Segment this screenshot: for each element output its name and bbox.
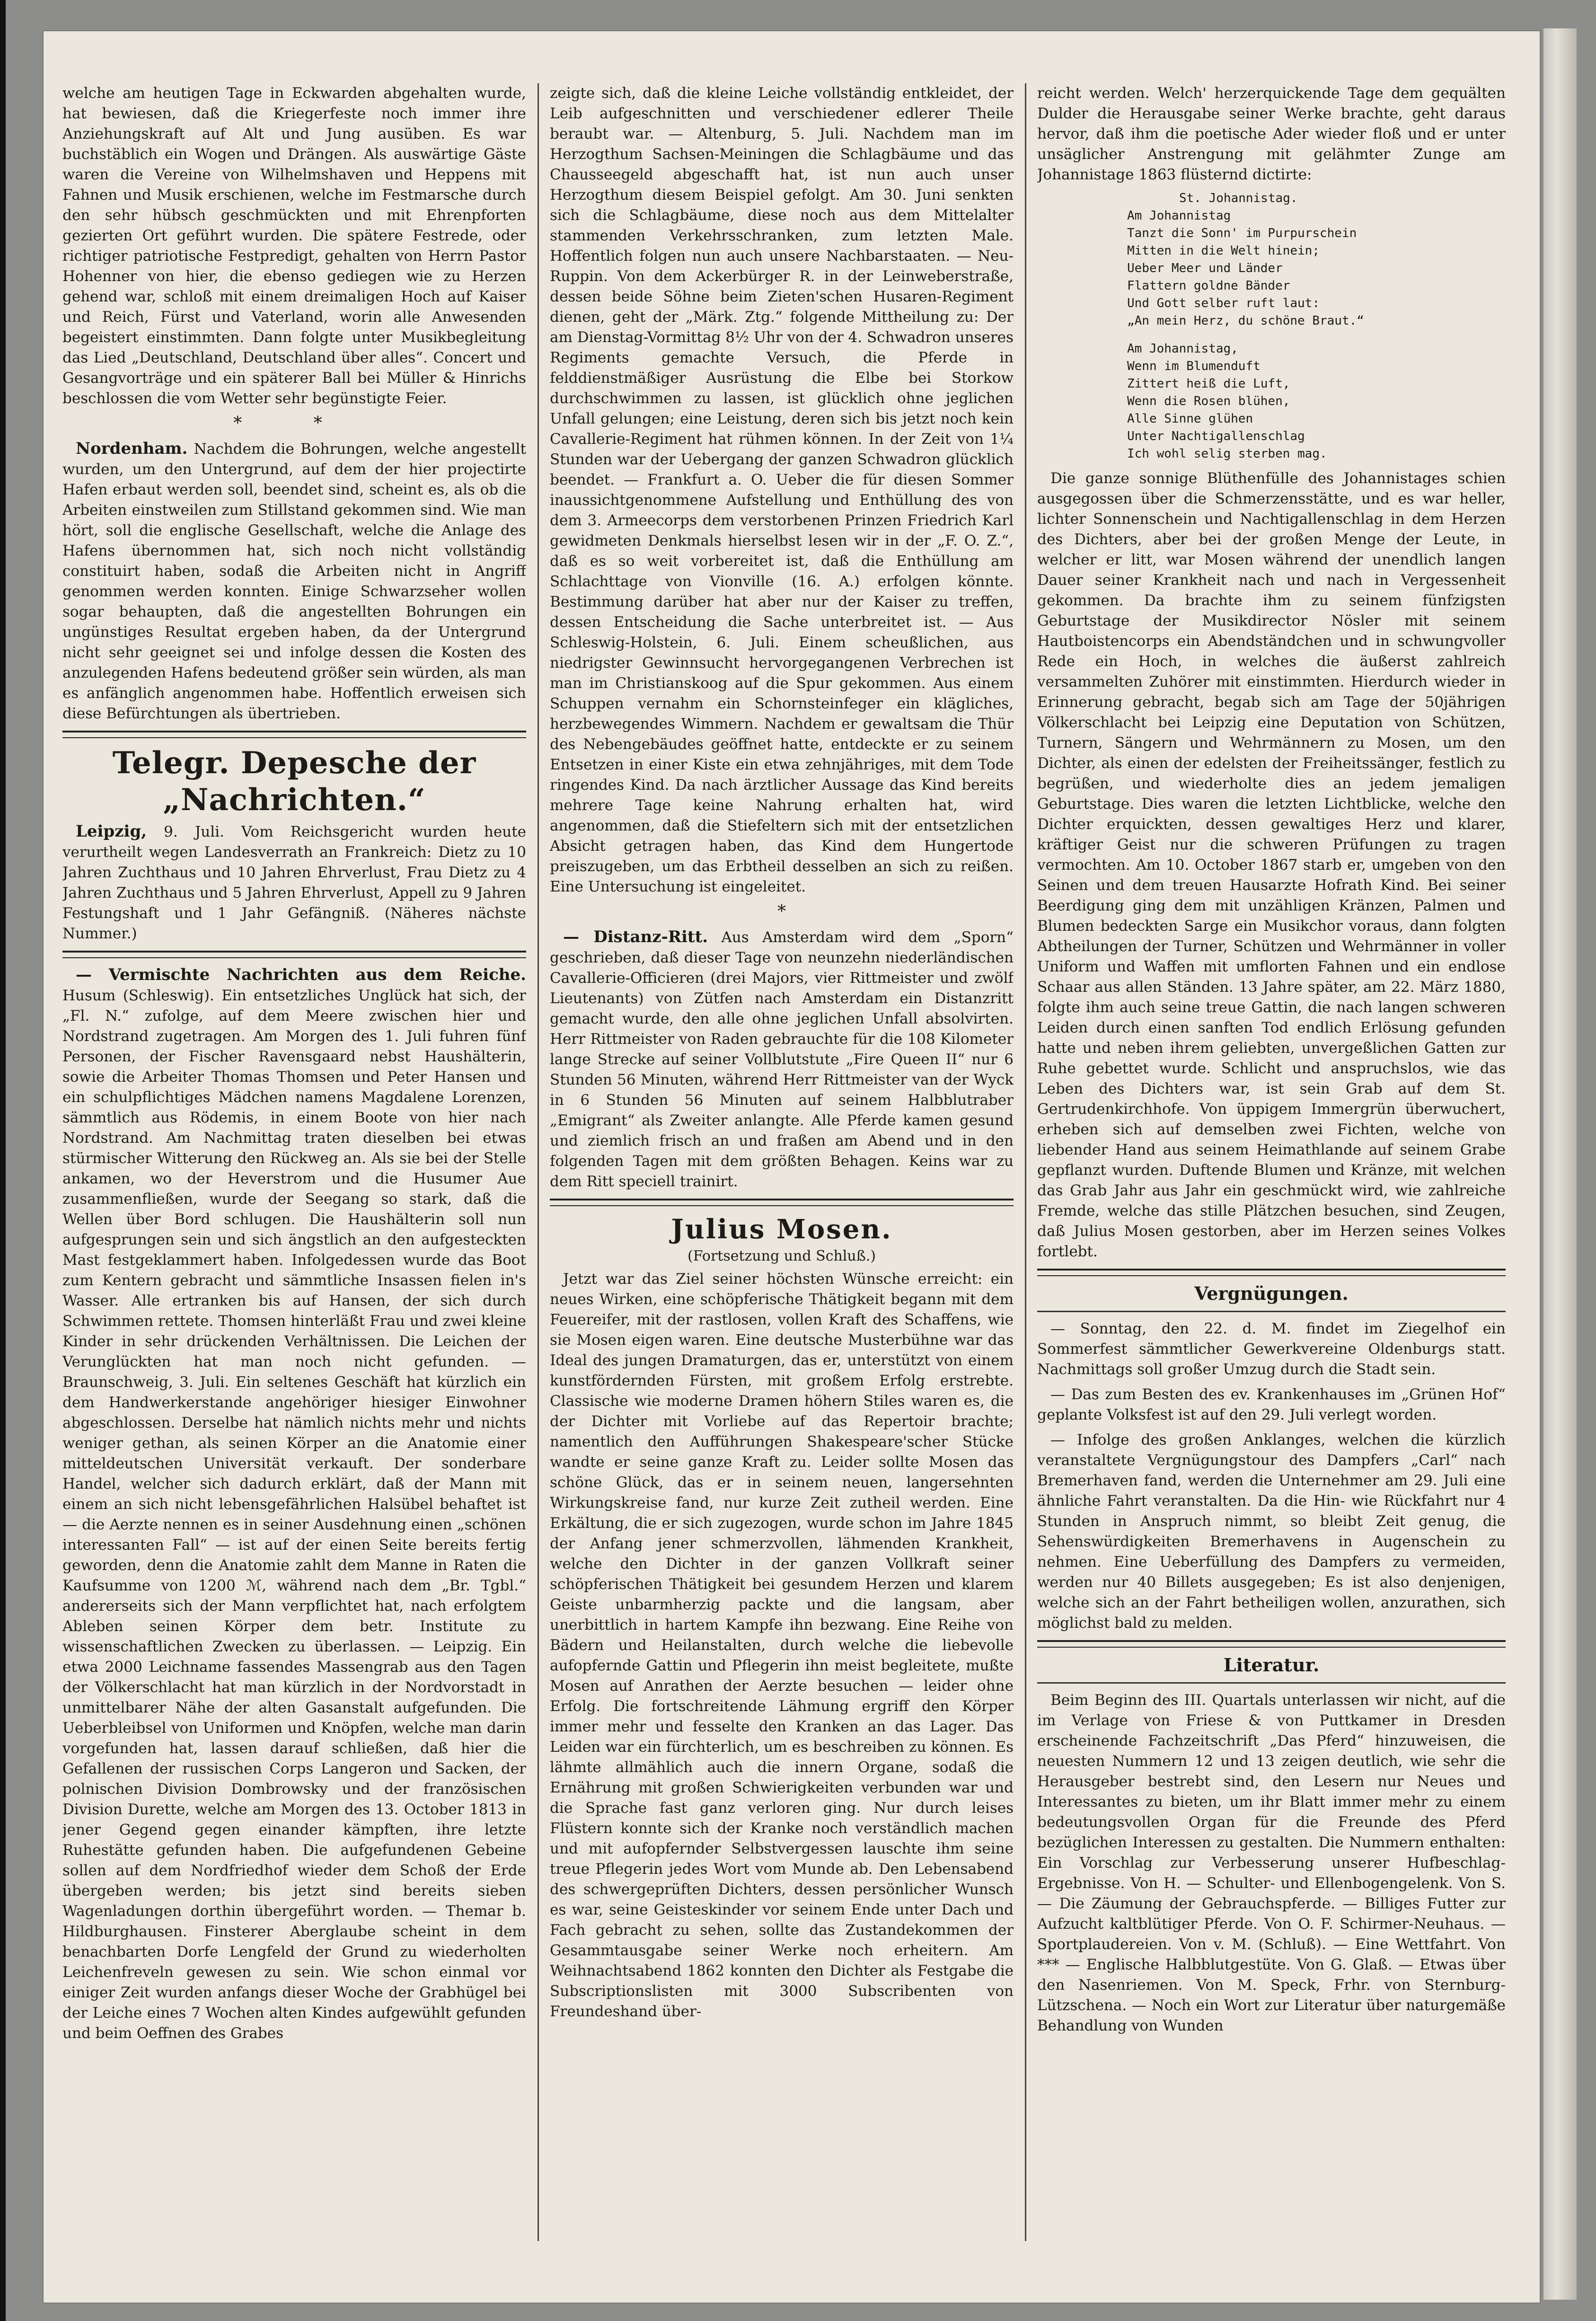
section-rule	[550, 1199, 1014, 1206]
literatur-heading: Literatur.	[1223, 1654, 1320, 1676]
telegram-heading: Telegr. Depesche der „Nachrichten.“	[112, 745, 476, 818]
column-rule-left	[538, 83, 539, 2241]
poem-line: Mitten in die Welt hinein;	[1127, 244, 1320, 258]
vergnuegungen-item: — Infolge des großen Anklanges, welchen die kürzlich veranstaltete Vergnügungstour des Dampfers „Carl“ nach Bremerhaven fand, werden die Unternehmer am 29. Juli eine ähnliche Fahrt veranstalten. Da die Hin- wie Rückfahrt nur 4 Stunden in Anspruch nimmt, so bleibt Zeit genug, die Sehenswürdigkeiten Bremerhavens in Augenschein zu nehmen. Eine Ueberfüllung des Dampfers zu vermeiden, werden nur 40 Billets ausgegeben; Es ist also denjenigen, welche sich an der Fahrt betheiligen wollen, anzurathen, sich möglichst bald zu melden.	[1037, 1431, 1506, 1632]
section-rule	[62, 951, 526, 958]
article-distanz-ritt	[550, 927, 1014, 1192]
poem-line: Ich wohl selig sterben mag.	[1127, 447, 1327, 461]
article-nordenham	[62, 439, 526, 724]
poem-line: „An mein Herz, du schöne Braut.“	[1127, 314, 1364, 328]
section-rule	[62, 731, 526, 738]
poem-line: Zittert heiß die Luft,	[1127, 377, 1290, 391]
article-continued: zeigte sich, daß die kleine Leiche vollständig entkleidet, der Leib aufgeschnitten und verschiedener edlerer Theile beraubt war. — Altenburg, 5. Juli. Nachdem man im Herzogthum Sachsen-Meiningen die Schlagbäume und das Chausseegeld abgeschafft hat, ist nun auch unser Herzogthum diesem Beispiel gefolgt. Am 30. Juni senkten sich die Schlagbäume, diese noch aus dem Mittelalter stammenden Verkehrsschranken, zum letzten Male. Hoffentlich folgen nun auch unsere Nachbarstaaten. — Neu-Ruppin. Von dem Ackerbürger R. in der Leinweberstraße, dessen beide Söhne beim Zieten'schen Husaren-Regiment dienen, geht der „Märk. Ztg.“ folgende Mittheilung zu: Der am Dienstag-Vormittag 8½ Uhr von der 4. Schwadron unseres Regiments gemachte Versuch, die Pferde in felddienstmäßiger Ausrüstung die Elbe bei Storkow durchschwimmen zu lassen, ist glücklich ohne jeglichen Unfall gelungen; eine Leistung, deren sich bis jetzt noch kein Cavallerie-Regiment hat rühmen können. In der Zeit von 1¼ Stunden war der Uebergang der ganzen Schwadron glücklich beendet. — Frankfurt a. O. Ueber die für diesen Sommer inaussichtgenommene Aufstellung und Enthüllung des von dem 3. Armeecorps dem verstorbenen Prinzen Friedrich Karl gewidmeten Denkmals hierselbst lesen wir in der „F. O. Z.“, daß es so weit vorbereitet ist, daß die Enthüllung am Schlachttage von Vionville (16. A.) erfolgen könnte. Bestimmung darüber hat aber nur der Kaiser zu treffen, dessen Entscheidung die Sache unterbreitet ist. — Aus Schleswig-Holstein, 6. Juli. Einem scheußlichen, aus niedrigster Gewinnsucht hervorgegangenen Verbrechen ist man im Christianskoog auf die Spur gekommen. Aus einem Schuppen vernahm ein Schornsteinfeger ein klägliches, herzbewegendes Wimmern. Nachdem er gewaltsam die Thür des Nebengebäudes geöffnet hatte, entdeckte er zu seinem Entsetzen in einer Kiste ein etwa zehnjähriges, mit dem Tode ringendes Kind. Da nach ärztlicher Aussage das Kind bereits mehrere Tage keine Nahrung erhalten hat, wird angenommen, daß die Stiefeltern sich mit der entsetzlichen Absicht getragen haben, das Kind dem Hungertode preiszugeben, um das Erbtheil desselben an sich zu reißen. Eine Untersuchung ist eingeleitet.	[550, 85, 1014, 895]
mosen-subheading: (Fortsetzung und Schluß.)	[688, 1248, 876, 1264]
poem-title: St. Johannistag.	[1179, 191, 1298, 205]
poem-line: Flattern goldne Bänder	[1127, 279, 1290, 293]
section-rule	[1037, 1269, 1506, 1276]
column-right	[1037, 83, 1506, 2041]
article-eckwarden: welche am heutigen Tage in Eckwarden abgehalten wurde, hat bewiesen, daß die Kriegerfeste noch immer ihre Anziehungskraft auf Alt und Jung ausüben. Es war buchstäblich ein Wogen und Drängen. Als auswärtige Gäste waren die Vereine von Wilhelmshaven und Heppens mit Fahnen und Musik erschienen, welche im Festmarsche durch den sehr hübsch geschmückten und mit Ehrenpforten gezierten Ort geführt wurden. Die spätere Festrede, oder richtiger patriotische Festpredigt, gehalten von Herrn Pastor Hohenner von hier, die ebenso gediegen wie zu Herzen gehend war, schloß mit einem dreimaligen Hoch auf Kaiser und Reich, Fürst und Vaterland, worin alle Anwesenden begeistert einstimmten. Dann folgte unter Musikbegleitung das Lied „Deutschland, Deutschland über alles“. Concert und Gesangvorträge und ein späterer Ball bei Müller & Hinrichs beschlossen die vom Wetter sehr begünstigte Feier.	[62, 85, 526, 407]
nordenham-text: Nachdem die Bohrungen, welche angestellt wurden, um den Untergrund, auf dem der hier projectirte Hafen erbaut werden soll, beendet sind, scheint es, als ob die Arbeiten einstweilen zum Stillstand gekommen sind. Wie man hört, soll die englische Gesellschaft, welche die Anlage des Hafens übernommen hat, sich noch nicht vollständig constituirt haben, sodaß die Arbeiten nicht in Angriff genommen werden konnten. Einige Schwarzseher wollen sogar behaupten, daß die angestellten Bohrungen ein ungünstiges Resultat ergeben haben, da der Untergrund nicht sehr geeignet sei und infolge dessen die Kosten des anzulegenden Hafens bedeutend größer sein würden, als man es anfänglich angenommen habe. Hoffentlich erweisen sich diese Befürchtungen als übertrieben.	[62, 441, 526, 722]
poem-line: Alle Sinne glühen	[1127, 412, 1253, 426]
mosen-continued: reicht werden. Welch' herzerquickende Tage dem gequälten Dulder die Herausgabe seiner Werke brachte, geht daraus hervor, daß ihm die poetische Ader wieder floß und er unter unsäglicher Anstrengung mit gelähmter Zunge am Johannistage 1863 flüsternd dictirte:	[1037, 85, 1506, 183]
vergnuegungen-heading: Vergnügungen.	[1194, 1283, 1349, 1304]
poem-line: Tanzt die Sonn' im Purpurschein	[1127, 226, 1357, 240]
poem-line: Und Gott selber ruft laut:	[1127, 296, 1320, 310]
vergnuegungen-item: — Das zum Besten des ev. Krankenhauses im „Grünen Hof“ geplante Volksfest ist auf den 29. Juli verlegt worden.	[1037, 1386, 1506, 1423]
article-vermischte	[62, 965, 526, 2044]
page-edge-stack	[1543, 28, 1577, 2300]
scan-left-edge	[0, 0, 6, 2321]
poem-stanza-gap	[1127, 330, 1506, 340]
telegram-article	[62, 821, 526, 944]
poem-line: Ueber Meer und Länder	[1127, 261, 1283, 275]
ornament-asterisks: * *	[233, 414, 355, 433]
heading-underline	[1037, 1682, 1506, 1684]
vermischte-heading: — Vermischte Nachrichten aus dem Reiche.	[76, 965, 526, 984]
column-left	[62, 83, 526, 2048]
poem-line: Wenn im Blumenduft	[1127, 359, 1261, 373]
section-rule	[1037, 1640, 1506, 1648]
poem-johannistag	[1127, 190, 1506, 463]
telegram-dateline: Leipzig,	[76, 822, 147, 841]
article-mosen: Jetzt war das Ziel seiner höchsten Wünsche erreicht: ein neues Wirken, eine schöpferische Thätigkeit begann mit dem Feuereifer, mit der rastlosen, vollen Kraft des Schaffens, wie sie Mosen eigen waren. Eine deutsche Musterbühne war das Ideal des jungen Dramaturgen, das er, unterstützt von einem kunstfördernden Fürsten, mit großem Erfolg erstrebte. Classische wie moderne Dramen höhern Stiles waren es, die der Dichter mit Vorliebe auf das Repertoir brachte; namentlich den Aufführungen Shakespeare'scher Stücke wandte er seine ganze Kraft zu. Leider sollte Mosen das schöne Glück, das er in seinem neuen, langersehnten Wirkungskreise fand, nur kurze Zeit zutheil werden. Eine Erkältung, die er sich zugezogen, wurde schon im Jahre 1845 der Anfang jener schmerzvollen, lähmenden Krankheit, welche den Dichter in der ganzen Vollkraft seiner schöpferischen Thätigkeit bei gesundem Herzen und klarem Geiste unbarmherzig packte und die langsam, aber unerbittlich in hartem Kampfe ihn bezwang. Eine Reihe von Bädern und Heilanstalten, durch welche die liebevolle aufopfernde Gattin und Pflegerin ihn meist begleitete, mußte Mosen auf Anrathen der Aerzte besuchen — leider ohne Erfolg. Die fortschreitende Lähmung ergriff den Körper immer mehr und fesselte den Kranken an das Lager. Das Leiden war ein fürchterlich, um es beschreiben zu können. Es lähmte allmählich auch die innern Organe, sodaß die Ernährung mit großen Schwierigkeiten verbunden war und die Sprache fast ganz verloren ging. Nur durch leises Flüstern konnte sich der Kranke noch verständlich machen und mit aufopfernder Selbstvergessen lauschte ihm seine treue Pflegerin jedes Wort vom Munde ab. Den Lebensabend des schwergeprüften Dichters, dessen persönlicher Wunsch es war, seine Geisteskinder vor seinem Ende unter Dach und Fach gebracht zu sehen, sollte das Zustandekommen der Gesammtausgabe seiner Werke noch erheitern. Am Weihnachtsabend 1862 konnten den Dichter als Festgabe die Subscriptionslisten mit 3000 Subscribenten von Freundeshand über-	[550, 1271, 1014, 2020]
poem-line: Am Johannistag	[1127, 209, 1231, 223]
ornament-asterisk: *	[777, 902, 786, 921]
column-rule-right	[1025, 83, 1026, 2241]
heading-underline	[1037, 1311, 1506, 1312]
vergnuegungen-item: — Sonntag, den 22. d. M. findet im Ziegelhof ein Sommerfest sämmtlicher Gewerkvereine Oldenburgs statt. Nachmittags soll großer Umzug durch die Stadt sein.	[1037, 1320, 1506, 1378]
column-middle	[550, 83, 1014, 2027]
telegram-text: 9. Juli. Vom Reichsgericht wurden heute verurtheilt wegen Landesverrath an Frankreich: Dietz zu 10 Jahren Zuchthaus und 10 Jahren Ehrverlust, Frau Dietz zu 4 Jahren Zuchthaus und 5 Jahren Ehrverlust, Appell zu 9 Jahren Festungshaft und 1 Jahr Gefängniß. (Näheres nächste Nummer.)	[62, 823, 526, 942]
newspaper-page	[44, 31, 1540, 2303]
poem-line: Wenn die Rosen blühen,	[1127, 394, 1290, 408]
mosen-heading: Julius Mosen.	[671, 1214, 892, 1245]
nordenham-heading: Nordenham.	[76, 439, 188, 458]
vermischte-text: Husum (Schleswig). Ein entsetzliches Unglück hat sich, der „Fl. N.“ zufolge, auf dem Meere zwischen hier und Nordstrand zugetragen. Am Morgen des 1. Juli fuhren fünf Personen, der Fischer Ravensgaard nebst Haushälterin, sowie die Arbeiter Thomas Thomsen und Peter Hansen und ein schulpflichtiges Mädchen namens Magdalene Lorenzen, sämmtlich aus Rödemis, in einem Boote von hier nach Nordstrand. Am Nachmittag traten dieselben bei etwas stürmischer Witterung den Rückweg an. Als sie bei der Stelle ankamen, wo der Heverstrom und die Husumer Aue zusammenfließen, wurde der Seegang so stark, daß die Wellen über Bord schlugen. Die Haushälterin soll nun aufgesprungen sein und sich ängstlich an den aufgesteckten Mast festgeklammert haben. Infolgedessen wurde das Boot zum Kentern gebracht und sämmtliche Insassen fielen in's Wasser. Alle ertranken bis auf Hansen, der sich durch Schwimmen rettete. Thomsen hinterläßt Frau und zwei kleine Kinder in sehr drückenden Verhältnissen. Die Leichen der Verunglückten hat man noch nicht gefunden. — Braunschweig, 3. Juli. Ein seltenes Geschäft hat kürzlich ein dem Handwerkerstande angehöriger hiesiger Einwohner abgeschlossen. Derselbe hat nämlich nichts mehr und nichts weniger gethan, als seinen Körper an die Anatomie einer mitteldeutschen Universität verkauft. Der sonderbare Handel, welcher sich dadurch erklärt, daß der Mann mit einem an sich nicht lebensgefährlichen Halsübel behaftet ist — die Aerzte nennen es in seiner Ausdehnung einen „schönen interessanten Fall“ — ist auf der einen Seite bereits fertig geworden, denn die Anatomie zahlt dem Manne in Raten die Kaufsumme von 1200 ℳ, während nach dem „Br. Tgbl.“ andererseits sich der Mann verpflichtet hat, nach erfolgtem Ableben seinen Körper dem betr. Institute zu wissenschaftlichen Zwecken zu überlassen. — Leipzig. Ein etwa 2000 Leichname fassendes Massengrab aus den Tagen der Völkerschlacht hat man kürzlich in der Nordvorstadt in unmittelbarer Nähe der alten Gasanstalt aufgefunden. Die Ueberbleibsel von Uniformen und Knöpfen, welche man darin vorgefunden hat, lassen darauf schließen, daß hier die Gefallenen der russischen Corps Langeron und Sacken, der polnischen Division Dombrowsky und der französischen Division Durette, welche am Morgen des 13. October 1813 in jener Gegend gegen einander kämpften, ihre letzte Ruhestätte gefunden haben. Die aufgefundenen Gebeine sollen auf dem Nordfriedhof wieder dem Schoß der Erde übergeben werden; bis jetzt sind bereits sieben Wagenladungen dorthin übergeführt worden. — Themar b. Hildburghausen. Finsterer Aberglaube scheint in dem benachbarten Dorfe Lengfeld der Grund zu wiederholten Leichenfreveln gewesen zu sein. Wie schon einmal vor einiger Zeit wurden anfangs dieser Woche der Grabhügel bei der Leiche eines 7 Wochen alten Kindes aufgewühlt gefunden und beim Oeffnen des Grabes	[62, 987, 526, 2042]
poem-line: Am Johannistag,	[1127, 342, 1238, 356]
distanz-text: Aus Amsterdam wird dem „Sporn“ geschrieben, daß dieser Tage von neunzehn niederländischen Cavallerie-Officieren (drei Majors, vier Rittmeister und zwölf Lieutenants) von Zütfen nach Amsterdam ein Distanzritt gemacht wurde, den alle ohne jeglichen Unfall absolvirten. Herr Rittmeister von Raden gebrauchte für die 108 Kilometer lange Strecke auf seiner Vollblutstute „Fire Queen II“ nur 6 Stunden 56 Minuten, während Herr Rittmeister van der Wyck in 6 Stunden 56 Minuten auf seinem Halbblutraber „Emigrant“ als Zweiter anlangte. Alle Pferde kamen gesund und ziemlich frisch an und fraßen am Abend und in den folgenden Tagen mit dem größten Behagen. Keins war zu dem Ritt speciell trainirt.	[550, 929, 1014, 1190]
poem-line: Unter Nachtigallenschlag	[1127, 429, 1305, 443]
mosen-conclusion: Die ganze sonnige Blüthenfülle des Johannistages schien ausgegossen über die Schmerzensstätte, und es war heller, lichter Sonnenschein und Nachtigallenschlag in dem Herzen des Dichters, aber bei der großen Menge der Leute, in welcher er litt, war Mosen während der unendlich langen Dauer seiner Krankheit nach und nach in Vergessenheit gekommen. Da brachte ihm zu seinem fünfzigsten Geburtstage der Musikdirector Nösler mit seinem Hautboistencorps ein Abendständchen und in schwungvoller Rede ein Hoch, in welches die äußerst zahlreich versammelten Zuhörer mit einstimmten. Hierdurch wieder in Erinnerung gebracht, begab sich am Tage der 50jährigen Völkerschlacht bei Leipzig eine Deputation von Schützen, Turnern, Sängern und Wehrmännern zu Mosen, um den Dichter, als einen der edelsten der Freiheitssänger, festlich zu begrüßen, und wiederholte dies an jedem jemaligen Geburtstage. Dies waren die letzten Lichtblicke, welche den Dichter erquickten, dessen gewaltiges Herz und klarer, kräftiger Geist nur die schweren Prüfungen zu tragen vermochten. Am 10. October 1867 starb er, umgeben von den Seinen und dem treuen Hausarzte Hofrath Kind. Bei seiner Beerdigung ging dem mit unzähligen Kränzen, Palmen und Blumen bedeckten Sarge ein Musikchor voraus, dann folgten Abtheilungen der Turner, Schützen und Wehrmänner in voller Uniform und Waffen mit umflorten Fahnen und ein endlose Schaar aus allen Ständen. 13 Jahre später, am 22. März 1880, folgte ihm auch seine treue Gattin, die nach langen schweren Leiden durch einen sanften Tod endlich Erlösung gefunden hatte und neben ihrem geliebten, unvergeßlichen Gatten zur Ruhe gebettet wurde. Schlicht und anspruchslos, wie das Leben des Dichters war, ist sein Grab auf dem St. Gertrudenkirchhofe. Von üppigem Immergrün überwuchert, erheben sich auf demselben zwei Fichten, welche von liebender Hand aus seinem Heimathlande auf seinem Grabe gepflanzt wurden. Duftende Blumen und Kränze, mit welchen das Grab Jahr aus Jahr ein geschmückt wird, wie zahlreiche Fremde, welche das stille Plätzchen besuchen, sind Zeugen, daß Julius Mosen gestorben, aber im Herzen seines Volkes fortlebt.	[1037, 470, 1506, 1260]
literatur-text: Beim Beginn des III. Quartals unterlassen wir nicht, auf die im Verlage von Friese & von Puttkamer in Dresden erscheinende Fachzeitschrift „Das Pferd“ hinzuweisen, die neuesten Nummern 12 und 13 zeigen deutlich, wie sehr die Herausgeber bestrebt sind, den Lesern nur Neues und Interessantes zu bieten, um ihr Blatt immer mehr zu einem bedeutungsvollen Organ für die Freunde des Pferd bezüglichen Interessen zu gestalten. Die Nummern enthalten: Ein Vorschlag zur Verbesserung unserer Hufbeschlag-Ergebnisse. Von H. — Schulter- und Ellenbogengelenk. Von S. — Die Zäumung der Gebrauchspferde. — Billiges Futter zur Aufzucht kaltblütiger Pferde. Von O. F. Schirmer-Neuhaus. — Sportplaudereien. Von v. M. (Schluß). — Eine Wettfahrt. Von *** — Englische Halbblutgestüte. Von G. Glaß. — Etwas über den Nasenriemen. Von M. Speck, Frhr. von Sternburg-Lützschena. — Noch ein Wort zur Literatur über naturgemäße Behandlung von Wunden	[1037, 1692, 1506, 2034]
distanz-heading: — Distanz-Ritt.	[563, 927, 708, 946]
